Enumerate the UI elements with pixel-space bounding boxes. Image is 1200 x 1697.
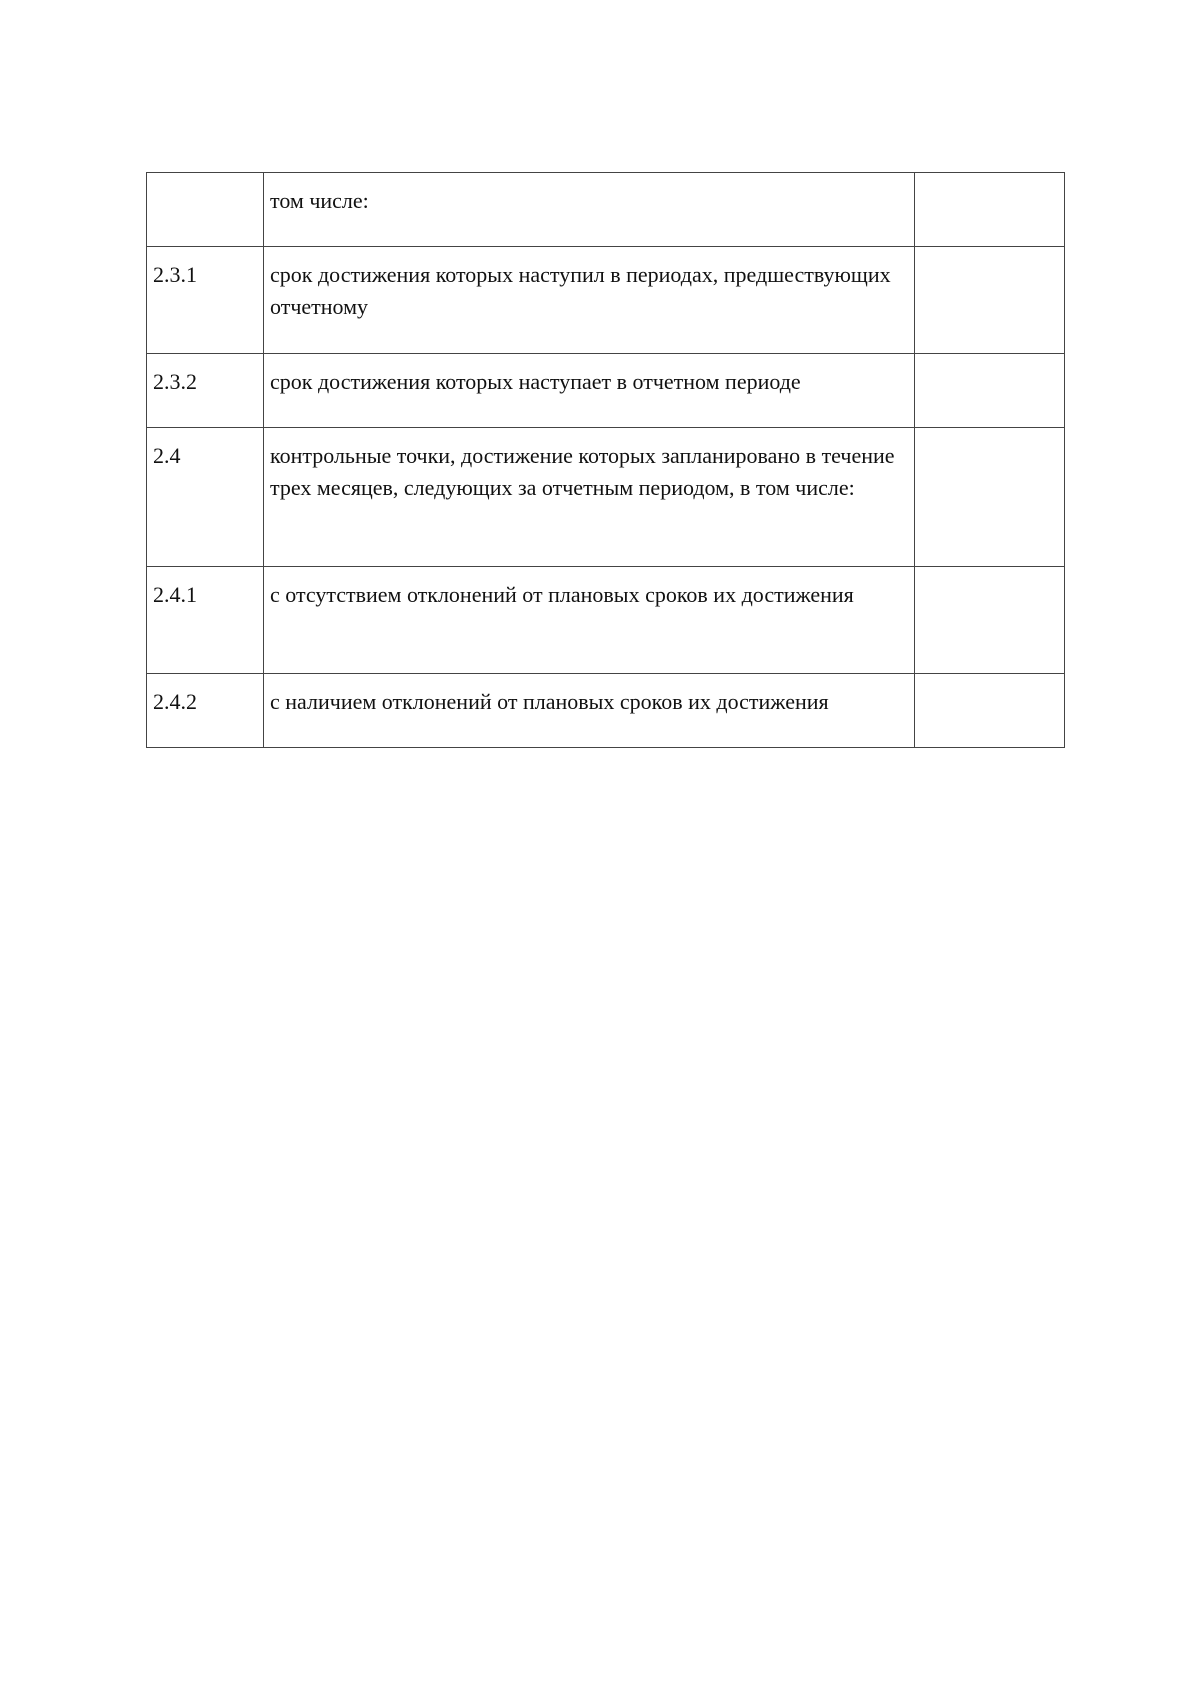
table-row bbox=[147, 354, 1065, 428]
row-value-cell bbox=[915, 567, 1065, 674]
table-row bbox=[147, 674, 1065, 748]
row-number-cell: 2.4 bbox=[147, 428, 264, 567]
report-table bbox=[146, 172, 1065, 748]
row-description-cell: срок достижения которых наступает в отчетном периоде bbox=[264, 354, 915, 428]
table-row bbox=[147, 247, 1065, 354]
row-value-cell bbox=[915, 354, 1065, 428]
row-number-cell: 2.3.2 bbox=[147, 354, 264, 428]
row-value-cell bbox=[915, 173, 1065, 247]
table-row bbox=[147, 428, 1065, 567]
row-description-cell: с отсутствием отклонений от плановых сроков их достижения bbox=[264, 567, 915, 674]
row-number-cell: 2.3.1 bbox=[147, 247, 264, 354]
row-description-cell: том числе: bbox=[264, 173, 915, 247]
row-value-cell bbox=[915, 247, 1065, 354]
row-description-cell: срок достижения которых наступил в периодах, предшествующих отчетному bbox=[264, 247, 915, 354]
row-description-cell: с наличием отклонений от плановых сроков их достижения bbox=[264, 674, 915, 748]
row-value-cell bbox=[915, 674, 1065, 748]
table-row bbox=[147, 567, 1065, 674]
row-value-cell bbox=[915, 428, 1065, 567]
table-row bbox=[147, 173, 1065, 247]
row-number-cell: 2.4.1 bbox=[147, 567, 264, 674]
row-number-cell bbox=[147, 173, 264, 247]
row-description-cell: контрольные точки, достижение которых запланировано в течение трех месяцев, следующих за отчетным периодом, в том числе: bbox=[264, 428, 915, 567]
row-number-cell: 2.4.2 bbox=[147, 674, 264, 748]
